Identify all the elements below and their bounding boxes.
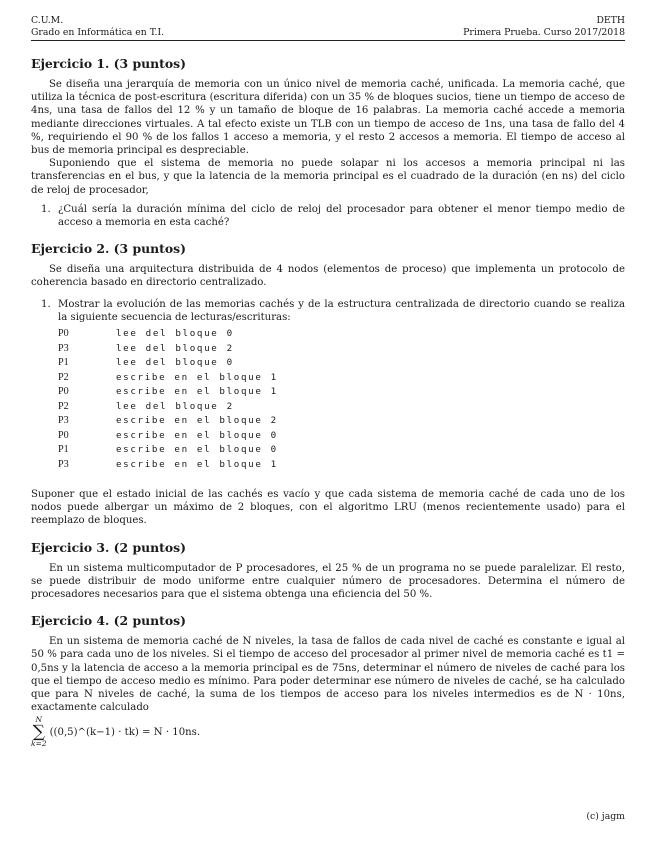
processor: P3 [58, 415, 69, 427]
exercise-3-para1: En un sistema multicomputador de P procesadores, el 25 % de un programa no se puede paralelizar. El resto, se puede distribuir de modo uniforme entre cualquier número de procesadores. Determina el número de procesadores necesarios para que el sistema obtenga una eficiencia del 50 %. [31, 562, 625, 601]
operation: escribe en el bloque 1 [116, 371, 278, 383]
sum-lower-limit: k=2 [31, 739, 47, 749]
degree: Grado en Informática en T.I. [31, 27, 165, 38]
sigma-icon: ∑ [32, 722, 45, 743]
sequence-row [58, 443, 625, 458]
exercise-1 [31, 56, 625, 229]
formula-body: ((0,5)^(k−1) · tk) = N · 10ns. [49, 726, 201, 738]
processor: P3 [58, 458, 69, 470]
exercise-2-para1: Se diseña una arquitectura distribuida de 4 nodos (elementos de proceso) que implementa un protocolo de coherencia basado en directorio centralizado. [31, 264, 625, 289]
operation: escribe en el bloque 0 [116, 429, 278, 441]
sequence-row [58, 342, 625, 357]
operation: lee del bloque 0 [116, 328, 234, 340]
sequence-row [58, 414, 625, 429]
operation: escribe en el bloque 2 [116, 415, 278, 427]
header-rule [31, 40, 625, 41]
exercise-3-title: Ejercicio 3. (2 puntos) [31, 539, 186, 555]
operation: escribe en el bloque 0 [116, 444, 278, 456]
exercise-1-question-1 [41, 203, 625, 229]
exercise-2-question-1 [41, 298, 625, 324]
processor: P0 [58, 328, 69, 340]
exercise-2-para2: Suponer que el estado inicial de las cachés es vacío y que cada sistema de memoria caché de cada uno de los nodos puede albergar un máximo de 2 bloques, con el algoritmo LRU (menos recientemente usado) para el reemplazo de bloques. [31, 489, 625, 527]
question-text: Mostrar la evolución de las memorias cachés y de la estructura centralizada de directorio cuando se realiza la siguiente secuencia de lecturas/escrituras: [58, 298, 625, 323]
processor: P2 [58, 371, 69, 383]
exam-page [31, 15, 625, 748]
sequence-row [58, 385, 625, 400]
operation: lee del bloque 0 [116, 357, 234, 369]
sequence-row [58, 400, 625, 415]
sum-upper-limit: N [35, 715, 43, 725]
sum-formula [31, 716, 625, 748]
operation: lee del bloque 2 [116, 400, 234, 412]
question-number: 1. [41, 203, 51, 215]
processor: P3 [58, 342, 69, 354]
exercise-4-title: Ejercicio 4. (2 puntos) [31, 613, 186, 629]
operation: lee del bloque 2 [116, 342, 234, 354]
processor: P1 [58, 357, 69, 369]
access-sequence [58, 327, 625, 472]
exercise-4-para1: En un sistema de memoria caché de N niveles, la tasa de fallos de cada nivel de caché es constante e igual al 50 % para cada uno de los niveles. Si el tiempo de acceso del procesador al primer nivel de memoria caché es t1 = 0,5ns y la latencia de acceso a la memoria principal es de 75ns, determinar el número de niveles de caché para los que el tiempo de acceso medio es mínimo. Para poder determinar ese número de niveles de caché, se ha calculado que para N niveles de caché, la suma de los tiempos de acceso para los niveles intermedios es de N · 10ns, exactamente calculado [31, 636, 625, 714]
page-header [31, 15, 625, 39]
exam-name: Primera Prueba. Curso 2017/2018 [463, 27, 625, 38]
sequence-row [58, 356, 625, 371]
processor: P0 [58, 386, 69, 398]
exercise-2 [31, 241, 625, 527]
sequence-row [58, 458, 625, 473]
question-number: 1. [41, 298, 51, 310]
operation: escribe en el bloque 1 [116, 458, 278, 470]
exercise-1-para2: Suponiendo que el sistema de memoria no puede solapar ni los accesos a memoria principal ni las transferencias en el bus, y que la latencia de la memoria principal es el cuadrado de la duración (en ns) del ciclo de reloj de procesador, [31, 158, 625, 196]
sequence-row [58, 371, 625, 386]
copyright-footer: (c) jagm [586, 811, 625, 822]
summation [31, 716, 47, 748]
exercise-3 [31, 540, 625, 602]
institution: C.U.M. [31, 15, 64, 26]
processor: P1 [58, 444, 69, 456]
question-text: ¿Cuál sería la duración mínima del ciclo de reloj del procesador para obtener el menor tiempo medio de acceso a memoria en esta caché? [58, 203, 625, 229]
sequence-row [58, 429, 625, 444]
processor: P0 [58, 429, 69, 441]
exercise-1-title: Ejercicio 1. (3 puntos) [31, 56, 186, 71]
exercise-1-para1: Se diseña una jerarquía de memoria con un único nivel de memoria caché, unificada. La memoria caché, que utiliza la técnica de post-escritura (escritura diferida) con un 35 % de bloques sucios, tiene un tiempo de acceso de 4ns, una tasa de fallos del 12 % y un tamaño de bloque de 16 palabras. La memoria caché accede a memoria mediante direcciones virtuales. A tal efecto existe un TLB con un tiempo de acceso de 1ns, una tasa de fallo del 4 %, requiriendo el 90 % de los fallos 1 acceso a memoria, y el resto 2 accesos a memoria. El tiempo de acceso al bus de memoria principal es despreciable. [31, 79, 625, 157]
operation: escribe en el bloque 1 [116, 386, 278, 398]
sequence-row [58, 327, 625, 342]
processor: P2 [58, 400, 69, 412]
exercise-4 [31, 613, 625, 748]
department: DETH [596, 15, 625, 26]
exercise-2-title: Ejercicio 2. (3 puntos) [31, 241, 186, 257]
